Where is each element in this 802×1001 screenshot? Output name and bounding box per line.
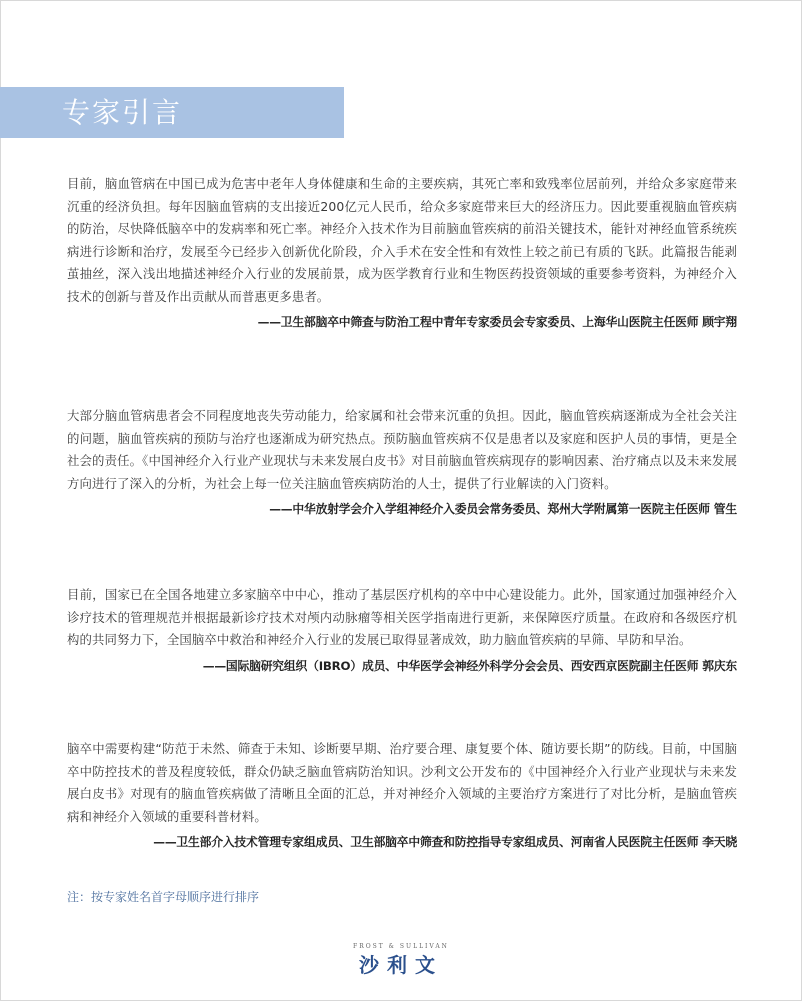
quote-attribution: ——中华放射学会介入学组神经介入委员会常务委员、郑州大学附属第一医院主任医师 管生 xyxy=(269,502,737,516)
quote-attribution: ——卫生部脑卒中筛查与防治工程中青年专家委员会专家委员、上海华山医院主任医师 顾宇翔 xyxy=(257,315,737,329)
quote-text: 目前，国家已在全国各地建立多家脑卒中中心，推动了基层医疗机构的卒中中心建设能力。此外，国家通过加强神经介入诊疗技术的管理规范并根据最新诊疗技术对颅内动脉瘤等相关医学指南进行更新，来保障医疗质量。在政府和各级医疗机构的共同努力下，全国脑卒中救治和神经介入行业的发展已取得显著成效，助力脑血管疾病的早筛、早防和早治。 xyxy=(67,587,737,647)
quote-block xyxy=(67,584,737,676)
quote-block xyxy=(67,173,737,332)
quote-text: 目前，脑血管病在中国已成为危害中老年人身体健康和生命的主要疾病，其死亡率和致残率位居前列，并给众多家庭带来沉重的经济负担。每年因脑血管病的支出接近200亿元人民币，给众多家庭带来巨大的经济压力。因此要重视脑血管疾病的防治，尽快降低脑卒中的发病率和死亡率。神经介入技术作为目前脑血管疾病的前沿关键技术，能针对神经血管系统疾病进行诊断和治疗，发展至今已经步入创新优化阶段，介入手术在安全性和有效性上较之前已有质的飞跃。此篇报告能剥茧抽丝，深入浅出地描述神经介入行业的发展前景，成为医学教育行业和生物医药投资领域的重要参考资料，为神经介入技术的创新与普及作出贡献从而普惠更多患者。 xyxy=(67,176,737,304)
quote-block xyxy=(67,738,737,852)
quote-attribution: ——国际脑研究组织（IBRO）成员、中华医学会神经外科学分会会员、西安西京医院副主任医师 郭庆东 xyxy=(202,658,737,673)
logo-top-text: FROST & SULLIVAN xyxy=(353,943,449,950)
quote-attribution: ——卫生部介入技术管理专家组成员、卫生部脑卒中筛查和防控指导专家组成员、河南省人民医院主任医师 李天晓 xyxy=(153,835,737,849)
quote-block xyxy=(67,405,737,519)
page-title: 专家引言 xyxy=(62,96,183,129)
quote-text: 大部分脑血管病患者会不同程度地丧失劳动能力，给家属和社会带来沉重的负担。因此，脑血管疾病逐渐成为全社会关注的问题，脑血管疾病的预防与治疗也逐渐成为研究热点。预防脑血管疾病不仅是患者以及家庭和医护人员的事情，更是全社会的责任。《中国神经介入行业产业现状与未来发展白皮书》对目前脑血管疾病现存的影响因素、治疗痛点以及未来发展方向进行了深入的分析，为社会上每一位关注脑血管疾病防治的人士，提供了行业解读的入门资料。 xyxy=(67,408,737,491)
footnote: 注：按专家姓名首字母顺序进行排序 xyxy=(67,890,260,904)
frost-sullivan-logo xyxy=(340,942,462,978)
logo-main-text: 沙利文 xyxy=(359,953,443,977)
quote-text: 脑卒中需要构建“防范于未然、筛查于未知、诊断要早期、治疗要合理、康复要个体、随访要长期”的防线。目前，中国脑卒中防控技术的普及程度较低，群众仍缺乏脑血管病防治知识。沙利文公开发布的《中国神经介入行业产业现状与未来发展白皮书》对现有的脑血管疾病做了清晰且全面的汇总，并对神经介入领域的主要治疗方案进行了对比分析，是脑血管疾病和神经介入领域的重要科普材料。 xyxy=(67,741,737,824)
